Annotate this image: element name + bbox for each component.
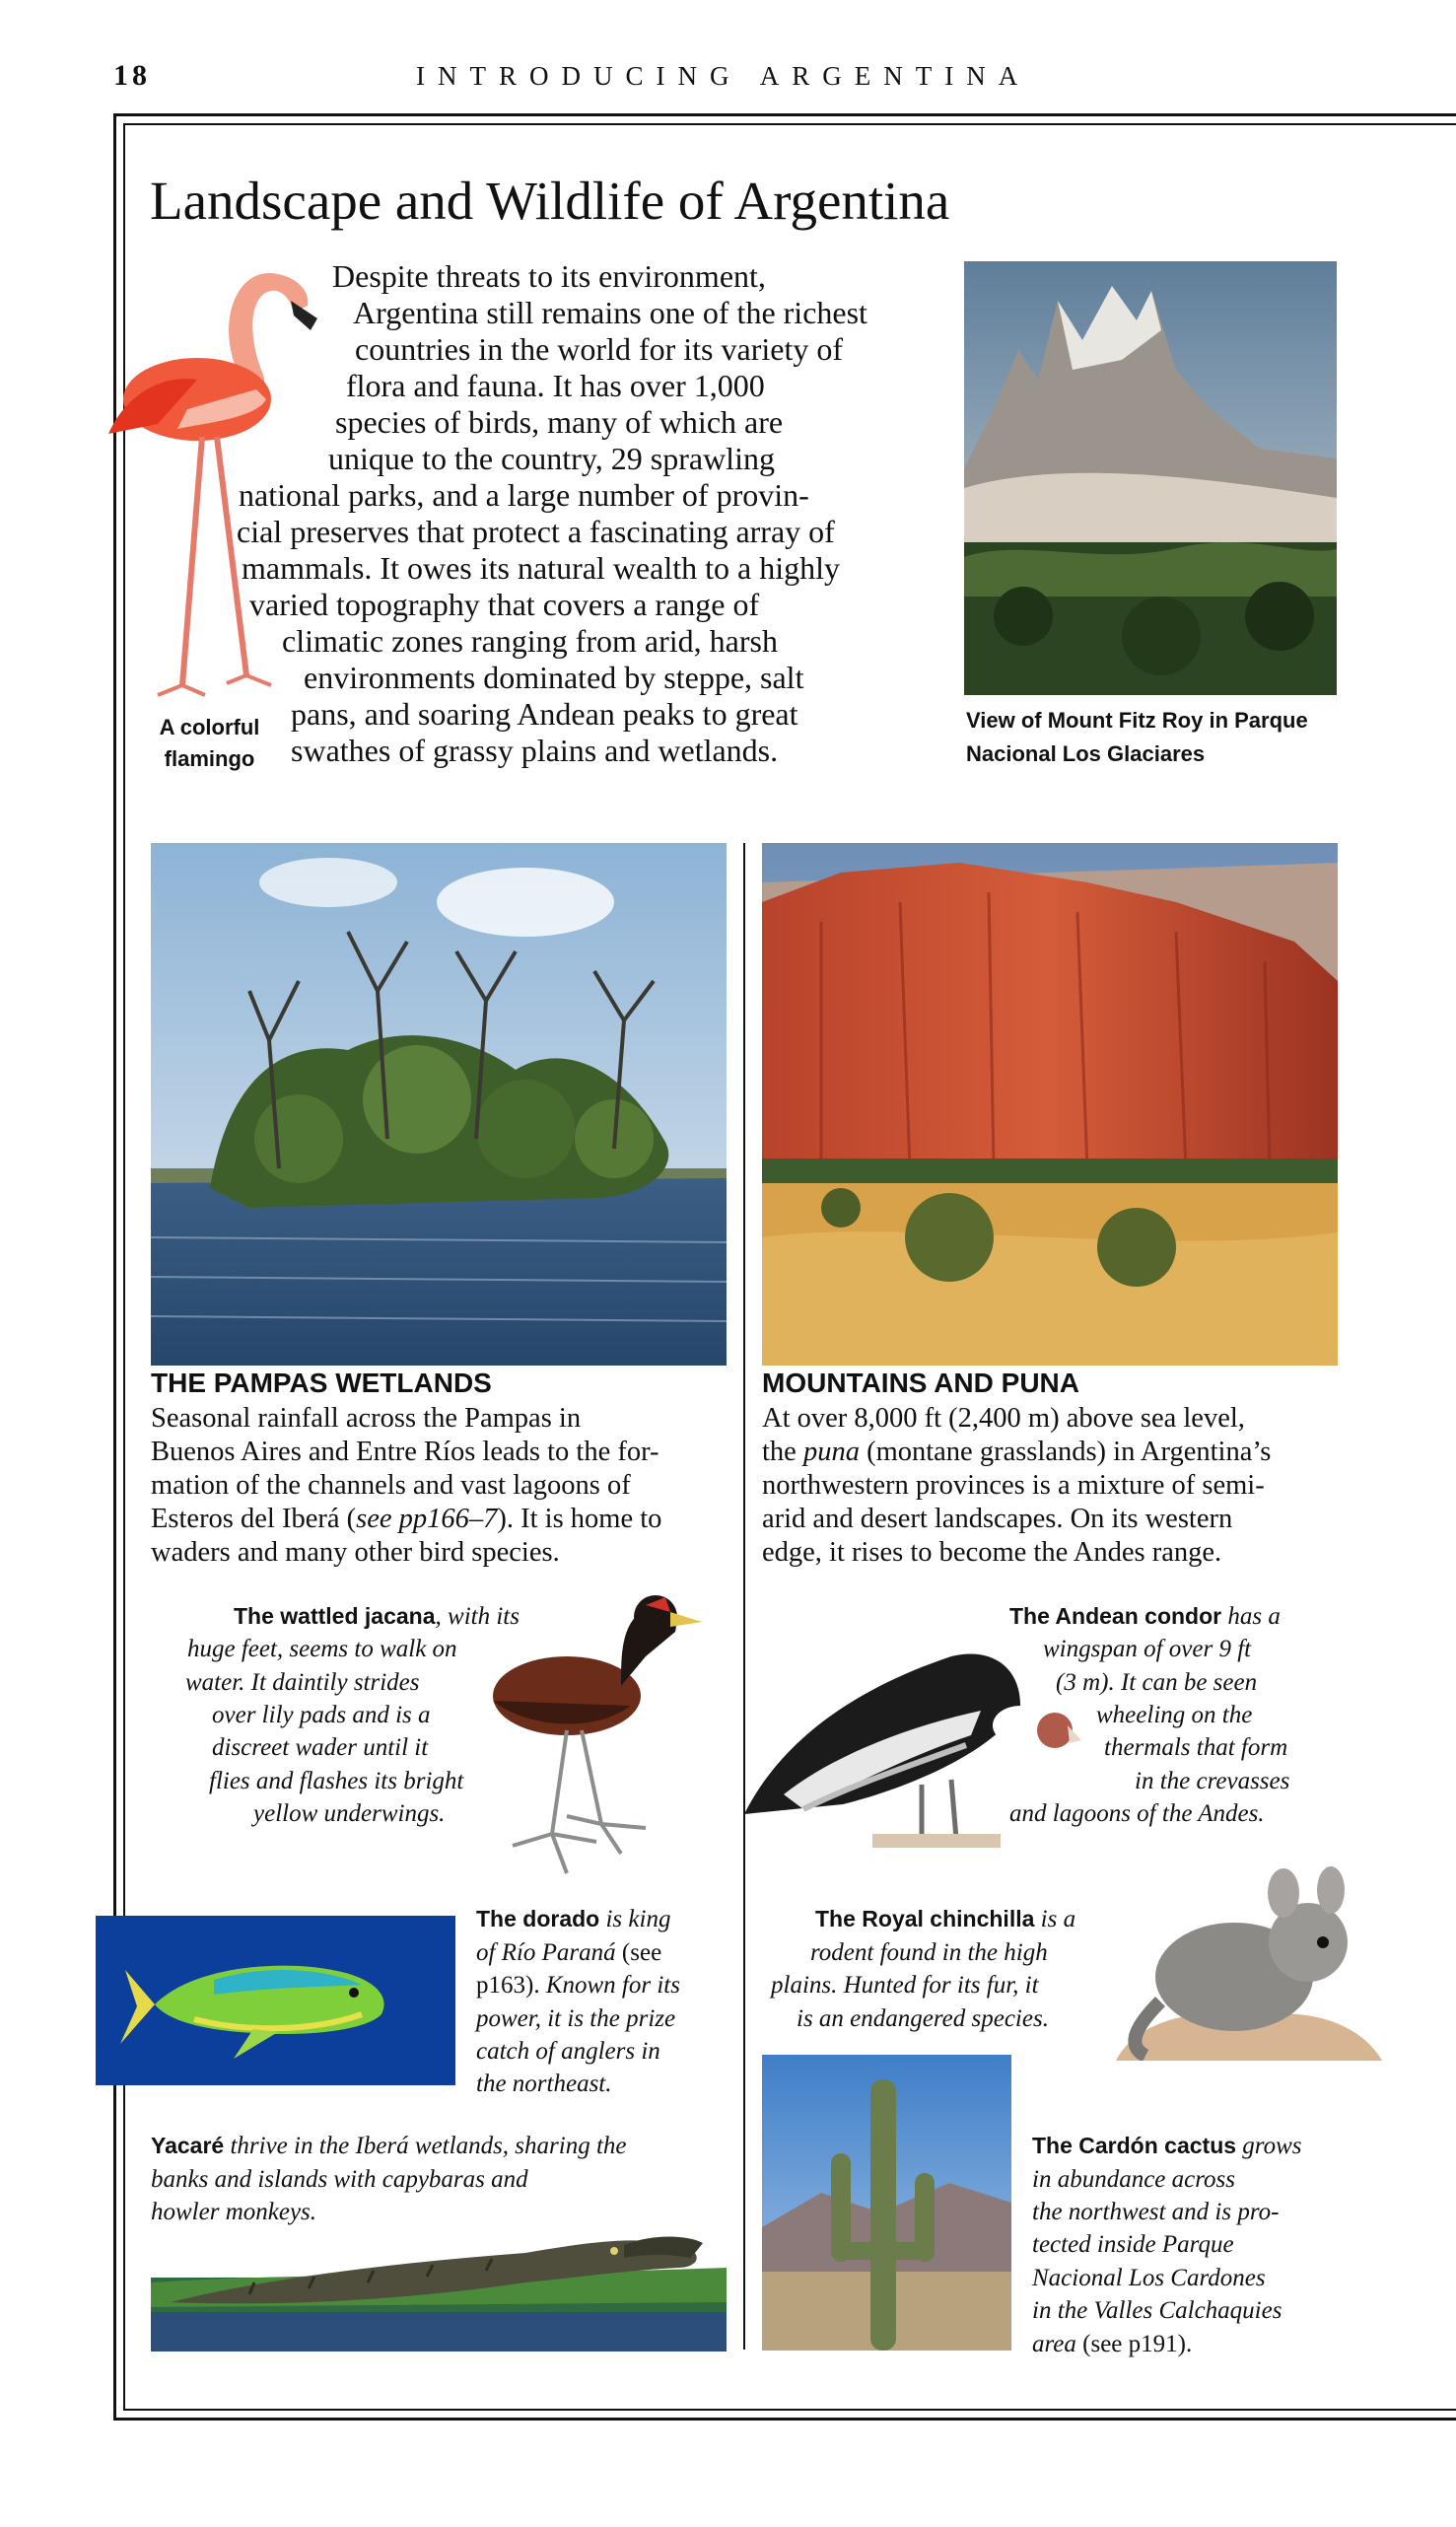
dorado-line — [476, 1903, 670, 1936]
jacana-line — [212, 1699, 431, 1732]
caption-line: flamingo — [164, 746, 255, 771]
intro-line: flora and fauna. It has over 1,000 — [346, 368, 765, 403]
text-run: of Río Paraná — [476, 1939, 616, 1966]
caption-line: Nacional Los Glaciares — [966, 741, 1206, 766]
text-run: the northwest and is pro- — [1032, 2199, 1280, 2225]
pampas-line: mation of the channels and vast lagoons of — [151, 1470, 631, 1501]
text-run: ). It is home to — [497, 1504, 662, 1534]
text-run: catch of anglers in — [476, 2038, 660, 2065]
text-run: and lagoons of the Andes. — [1009, 1800, 1265, 1827]
chinchilla-line — [771, 1969, 1039, 2002]
mountains-puna-photo — [762, 843, 1338, 1366]
condor-line — [1009, 1600, 1281, 1634]
flamingo-caption — [153, 712, 266, 775]
jacana-line — [212, 1731, 428, 1765]
dorado-line — [476, 2035, 660, 2069]
text-run: over lily pads and is a — [212, 1702, 431, 1728]
species-name: The wattled jacana — [234, 1603, 436, 1629]
page-title: Landscape and Wildlife of Argentina — [150, 171, 950, 231]
text-run: (see — [615, 1939, 662, 1966]
intro-line: swathes of grassy plains and wetlands. — [291, 733, 779, 768]
intro-line: varied topography that covers a range of — [249, 587, 760, 622]
intro-line: mammals. It owes its natural wealth to a highly — [242, 550, 840, 586]
text-run: tected inside Parque — [1032, 2231, 1234, 2258]
pampas-line: Seasonal rainfall across the Pampas in — [151, 1403, 582, 1434]
condor-line — [1104, 1731, 1287, 1765]
text-run: wheeling on the — [1096, 1702, 1253, 1728]
jacana-line — [185, 1666, 420, 1700]
mountains-line — [762, 1436, 1271, 1469]
chinchilla-line — [797, 2002, 1049, 2036]
text-run: water. It daintily strides — [185, 1669, 420, 1696]
intro-line: pans, and soaring Andean peaks to great — [291, 696, 798, 732]
cactus-line — [1032, 2130, 1302, 2163]
text-run: in the crevasses — [1135, 1768, 1290, 1794]
dorado-line — [476, 2068, 612, 2101]
species-name: The Royal chinchilla — [815, 1906, 1035, 1931]
dorado-line — [476, 1936, 661, 1970]
text-run: banks and islands with capybaras and — [151, 2166, 528, 2193]
cactus-line — [1032, 2163, 1235, 2197]
condor-line — [1096, 1699, 1252, 1732]
text-run: the northeast. — [476, 2071, 612, 2097]
intro-line: species of birds, many of which are — [335, 404, 784, 440]
chinchilla-illustration — [1116, 1859, 1382, 2061]
text-run: thrive in the Iberá wetlands, sharing the — [224, 2133, 627, 2159]
mountains-line: At over 8,000 ft (2,400 m) above sea level, — [762, 1403, 1245, 1434]
text-run: discreet wader until it — [212, 1734, 429, 1761]
pampas-line — [151, 1503, 661, 1536]
cactus-line — [1032, 2228, 1234, 2262]
text-run: howler monkeys. — [151, 2199, 317, 2225]
text-run: thermals that form — [1104, 1734, 1288, 1761]
text-run: in abundance across — [1032, 2166, 1235, 2193]
yacare-line — [151, 2130, 627, 2163]
intro-line: Despite threats to its environment, — [332, 258, 766, 294]
fitz-roy-photo — [964, 261, 1337, 695]
species-name: The Cardón cactus — [1032, 2133, 1237, 2158]
intro-line: climatic zones ranging from arid, harsh — [282, 623, 778, 659]
pampas-wetlands-photo — [151, 843, 727, 1366]
fitz-roy-caption — [966, 704, 1341, 771]
condor-line — [1009, 1797, 1265, 1831]
text-run: area — [1032, 2331, 1076, 2357]
jacana-line — [187, 1633, 457, 1666]
text-run: Known for its — [545, 1972, 680, 1999]
pampas-line: Buenos Aires and Entre Ríos leads to the for- — [151, 1437, 659, 1467]
cactus-line — [1032, 2196, 1279, 2229]
text-run: Nacional Los Cardones — [1032, 2265, 1266, 2291]
cardon-cactus-photo — [762, 2055, 1011, 2351]
caption-line: A colorful — [159, 715, 260, 739]
condor-line — [1043, 1633, 1251, 1666]
dorado-photo — [96, 1916, 455, 2085]
text-run: rodent found in the high — [810, 1939, 1048, 1966]
species-name: The Andean condor — [1009, 1603, 1222, 1629]
intro-line: countries in the world for its variety of — [355, 331, 843, 367]
text-run: in the Valles Calchaquies — [1032, 2297, 1283, 2324]
mountains-line: arid and desert landscapes. On its western — [762, 1504, 1233, 1534]
text-run: (montane grasslands) in Argentina’s — [859, 1437, 1272, 1467]
chinchilla-line — [815, 1903, 1075, 1936]
yacare-photo — [151, 2184, 727, 2352]
text-run: flies and flashes its bright — [209, 1768, 464, 1794]
intro-line: unique to the country, 29 sprawling — [328, 441, 775, 476]
text-run: plains. Hunted for its fur, it — [771, 1972, 1039, 1999]
page-reference: see pp166–7 — [356, 1504, 498, 1534]
text-run: p163). — [476, 1972, 546, 1999]
text-run: grows — [1236, 2133, 1302, 2159]
jacana-line — [234, 1600, 520, 1634]
text-run: (3 m). It can be seen — [1056, 1669, 1258, 1696]
intro-line: environments dominated by steppe, salt — [304, 660, 804, 695]
pampas-heading: THE PAMPAS WETLANDS — [151, 1368, 492, 1398]
cactus-line — [1032, 2262, 1266, 2295]
text-run: (see p191). — [1075, 2331, 1193, 2357]
mountains-heading: MOUNTAINS AND PUNA — [762, 1368, 1079, 1398]
cactus-line — [1032, 2328, 1192, 2361]
text-run: has a — [1221, 1603, 1281, 1630]
text-run: Esteros del Iberá ( — [151, 1504, 357, 1534]
text-run: is a — [1034, 1906, 1076, 1932]
term-puna: puna — [802, 1437, 860, 1467]
text-run: power, it is the prize — [476, 2005, 676, 2032]
intro-line: national parks, and a large number of provin- — [239, 477, 809, 513]
intro-line: Argentina still remains one of the richest — [353, 295, 867, 330]
intro-line: cial preserves that protect a fascinating array of — [237, 514, 835, 549]
text-run: is an endangered species. — [797, 2005, 1049, 2032]
condor-line — [1135, 1765, 1289, 1798]
mountains-line: northwestern provinces is a mixture of semi- — [762, 1470, 1265, 1501]
text-run: the — [762, 1437, 803, 1467]
column-divider — [743, 843, 745, 2350]
text-run: is king — [599, 1906, 671, 1932]
dorado-line — [476, 2002, 675, 2036]
caption-line: View of Mount Fitz Roy in Parque — [966, 708, 1308, 733]
page-number: 18 — [113, 59, 151, 92]
jacana-line — [253, 1797, 445, 1831]
species-name: Yacaré — [151, 2133, 225, 2158]
dorado-line — [476, 1969, 680, 2002]
text-run: , with its — [435, 1603, 520, 1630]
chinchilla-line — [810, 1936, 1048, 1970]
text-run: wingspan of over 9 ft — [1043, 1636, 1252, 1662]
cactus-line — [1032, 2294, 1282, 2328]
pampas-line: waders and many other bird species. — [151, 1537, 560, 1568]
condor-line — [1056, 1666, 1257, 1700]
species-name: The dorado — [476, 1906, 600, 1931]
jacana-line — [209, 1765, 463, 1798]
mountains-line: edge, it rises to become the Andes range. — [762, 1537, 1222, 1568]
running-head: INTRODUCING ARGENTINA — [416, 61, 1031, 91]
text-run: yellow underwings. — [253, 1800, 446, 1827]
text-run: huge feet, seems to walk on — [187, 1636, 457, 1662]
